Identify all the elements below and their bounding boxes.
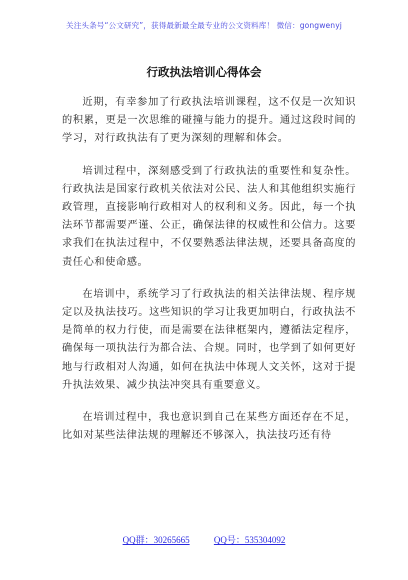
footer-qq-number[interactable]: QQ号：535304092 [213, 535, 286, 545]
header-banner[interactable]: 关注头条号“公文研究”，获得最新最全最专业的公文资料库！ 微信：gongwenyj [66, 21, 342, 30]
paragraph-3: 在培训中，系统学习了行政执法的相关法律法规、程序规定以及执法技巧。这些知识的学习让我更加明白，行政执法不是简单的权力行使，而是需要在法律框架内，遵循法定程序，确保每一项执法行为都合法、合规。同时，也学到了如何更好地与行政相对人沟通，如何在执法中体现人文关怀，这对于提升执法效果、减少执法冲突具有重要意义。 [62, 288, 356, 391]
footer-qq-group[interactable]: QQ群：30265665 [122, 535, 190, 545]
paragraph-4: 在培训过程中，我也意识到自己在某些方面还存在不足，比如对某些法律法规的理解还不够深入，执法技巧还有待 [62, 412, 356, 442]
document-title: 行政执法培训心得体会 [146, 65, 262, 79]
document-body [62, 94, 356, 459]
paragraph-1: 近期，有幸参加了行政执法培训课程，这不仅是一次知识的积累，更是一次思维的碰撞与能力的提升。通过这段时间的学习，对行政执法有了更为深刻的理解和体会。 [62, 97, 356, 145]
footer [0, 533, 408, 546]
paragraph-2: 培训过程中，深刻感受到了行政执法的重要性和复杂性。行政执法是国家行政机关依法对公民、法人和其他组织实施行政管理，直接影响行政相对人的权利和义务。因此，每一个执法环节都需要严谨、公正，确保法律的权威性和公信力。这要求我们在执法过程中，不仅要熟悉法律法规，还要具备高度的责任心和使命感。 [62, 165, 356, 268]
